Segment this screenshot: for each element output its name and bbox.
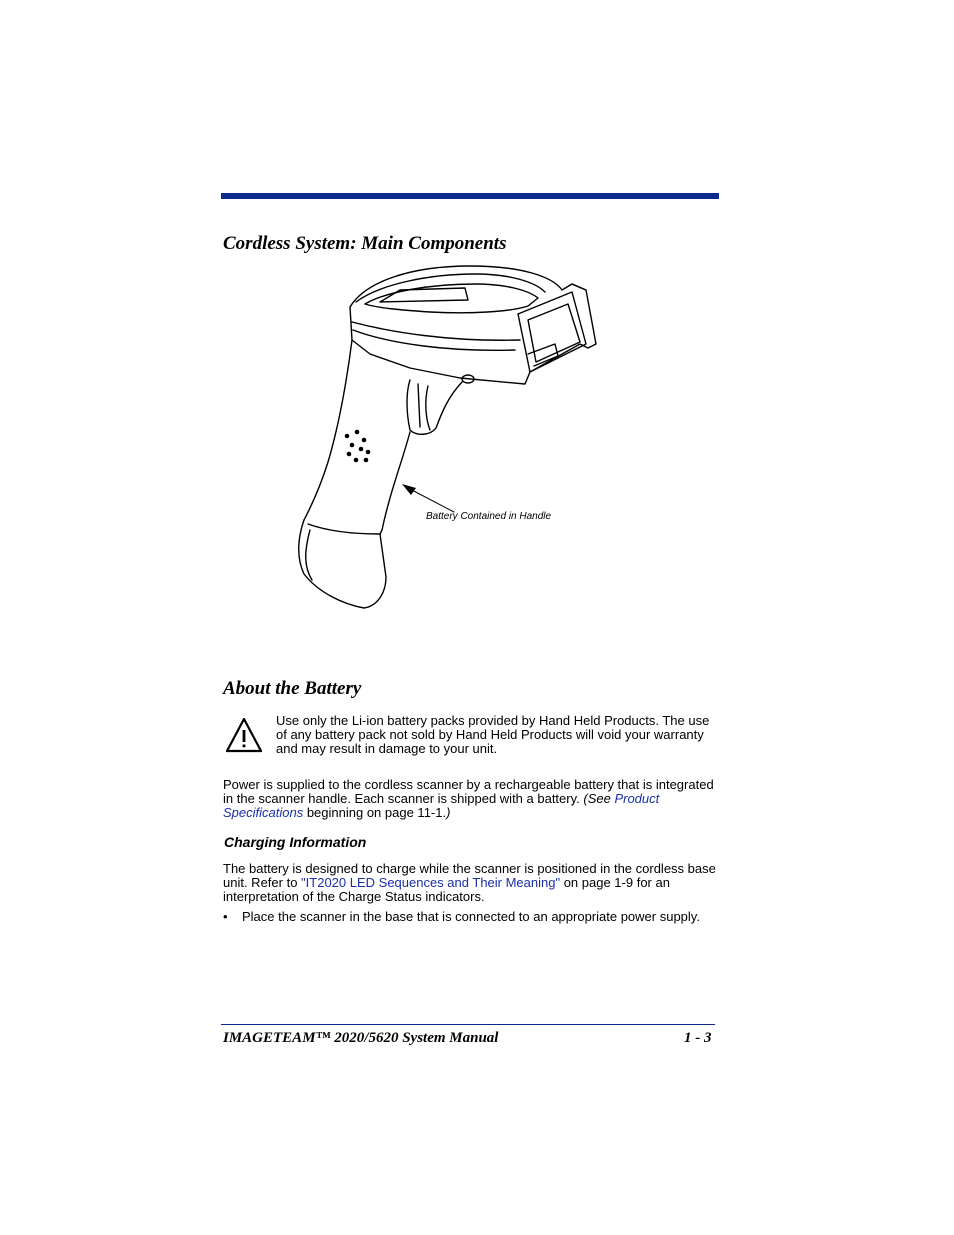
section-title-main-components: Cordless System: Main Components [223, 233, 507, 254]
led-sequences-link[interactable]: "IT2020 LED Sequences and Their Meaning" [301, 875, 561, 890]
charging-text-1: The battery is designed to charge while the scanner is positioned in the cordless base unit. Refer to [223, 861, 716, 890]
power-paragraph [223, 778, 719, 820]
see-prefix: (See [583, 791, 615, 806]
battery-callout-label: Battery Contained in Handle [426, 511, 552, 522]
warning-text: Use only the Li-ion battery packs provided by Hand Held Products. The use of any battery pack not sold by Hand Held Products will void your warranty and may result in damage to your unit. [276, 713, 710, 756]
bullet-text: Place the scanner in the base that is connected to an appropriate power supply. [242, 909, 700, 924]
power-text-2: beginning on page 11-1. [303, 805, 447, 820]
warning-triangle-icon [224, 716, 264, 754]
charging-paragraph [223, 862, 719, 904]
product-specifications-link[interactable]: Product Specifications [223, 791, 660, 820]
list-item [223, 910, 719, 924]
header-rule [221, 193, 719, 199]
footer-manual-title: IMAGETEAM™ 2020/5620 System Manual [223, 1030, 499, 1046]
footer-page-number: 1 - 3 [684, 1030, 712, 1046]
section-title-about-battery: About the Battery [223, 678, 362, 699]
scanner-illustration [290, 262, 610, 610]
power-text-1: Power is supplied to the cordless scanner by a rechargeable battery that is integrated in the scanner handle. Each scanner is shipped with a battery. [223, 777, 714, 806]
charging-text-2: on page 1-9 for an interpretation of the Charge Status indicators. [223, 875, 670, 904]
see-close: ) [446, 805, 451, 820]
footer-rule [221, 1024, 715, 1025]
charging-information-heading: Charging Information [224, 834, 367, 850]
bullet-mark: • [223, 909, 228, 924]
